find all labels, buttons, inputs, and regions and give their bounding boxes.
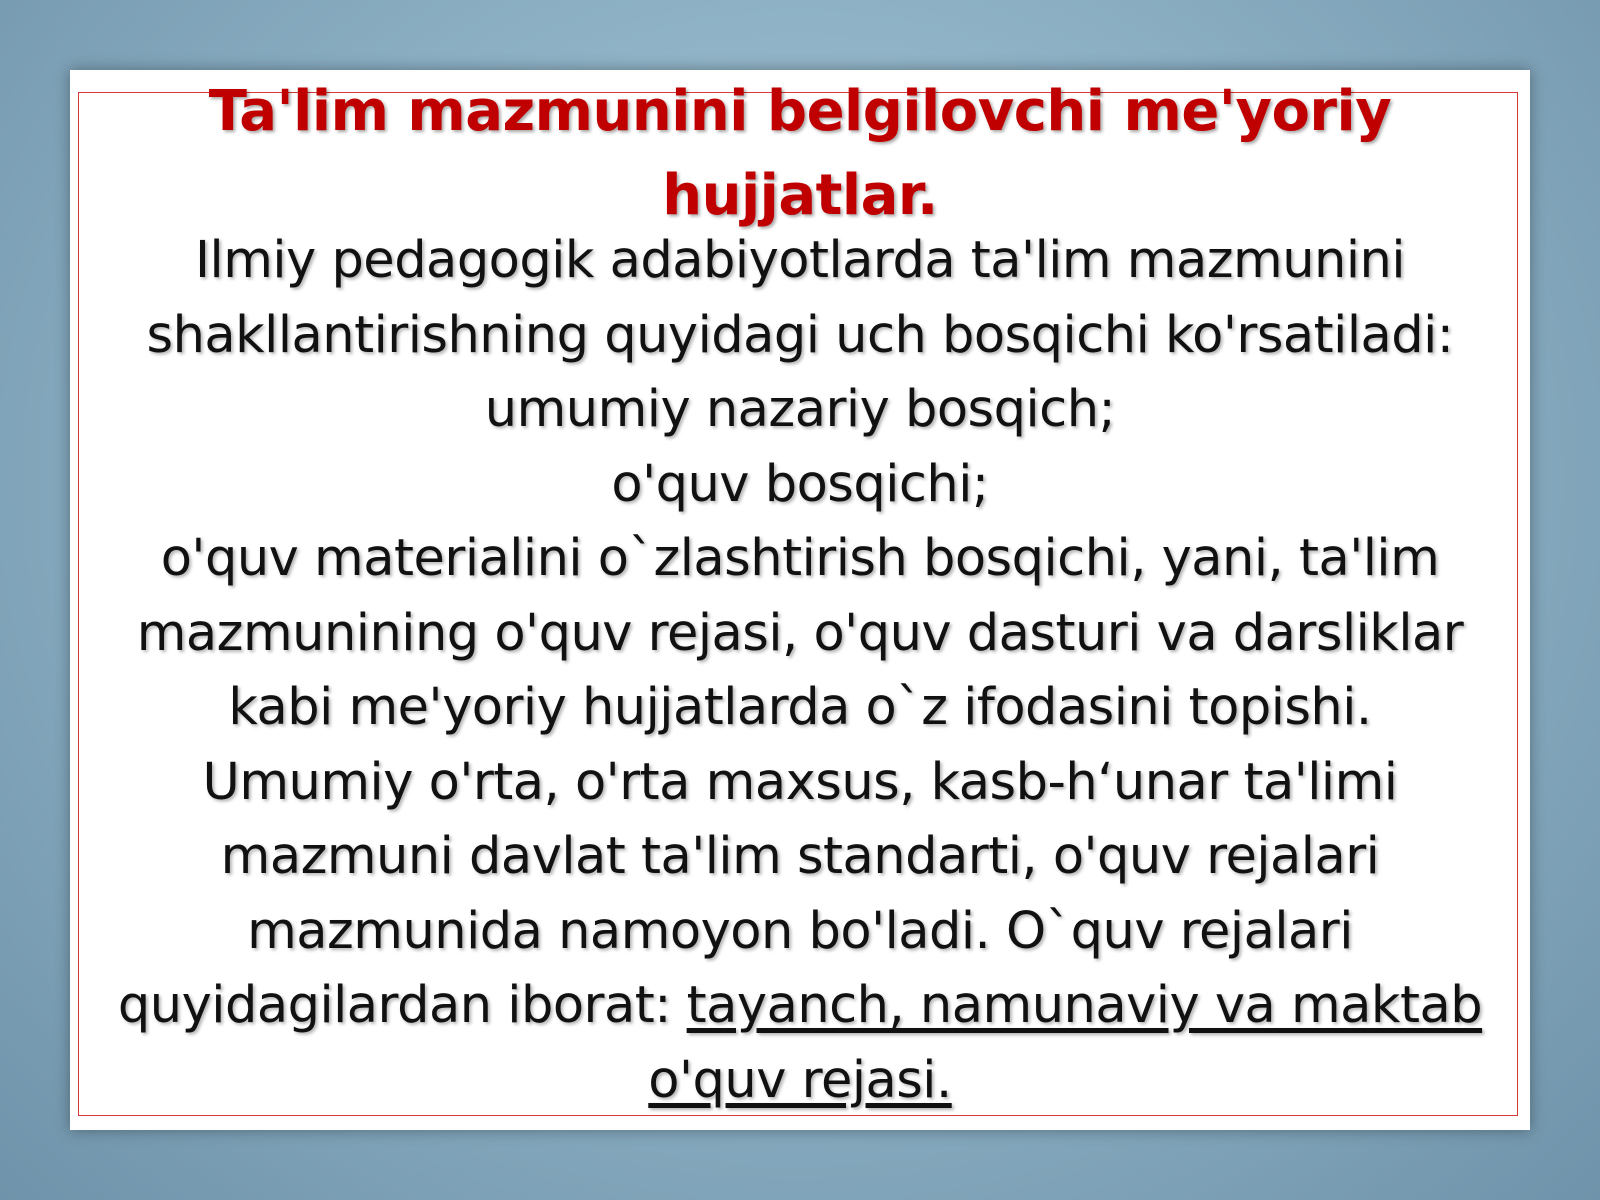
slide-title-line-2: hujjatlar. [662,163,938,228]
stage-1: umumiy nazariy bosqich; [484,380,1116,439]
closing-paragraph [100,746,1500,1119]
slide-title [70,70,1530,238]
stage-2: o'quv bosqichi; [611,454,989,514]
slide-title-line-1: Ta'lim mazmunini belgilovchi me'yoriy [208,79,1392,144]
intro-text: Ilmiy pedagogik adabiyotlarda ta'lim mazmunini shakllantirishning quyidagi uch bosqichi ko'rsatiladi: [146,231,1454,365]
stage-3: o'quv materialini o`zlashtirish bosqichi, yani, ta'lim mazmunining o'quv rejasi, o'quv dasturi va darsliklar kabi me'yoriy hujjatlarda o`z ifodasini topishi. [136,529,1464,737]
slide-panel [70,70,1530,1130]
curriculum-types-underlined: tayanch, namunaviy va maktab o'quv rejasi. [648,976,1483,1110]
slide-body [100,224,1500,1118]
closing-text: Umumiy o'rta, o'rta maxsus, kasb-h‘unar ta'limi mazmuni davlat ta'lim standarti, o'quv rejalari mazmunida namoyon bo'ladi. O`quv rejalari quyidagilardan iborat: [117,752,1398,1035]
